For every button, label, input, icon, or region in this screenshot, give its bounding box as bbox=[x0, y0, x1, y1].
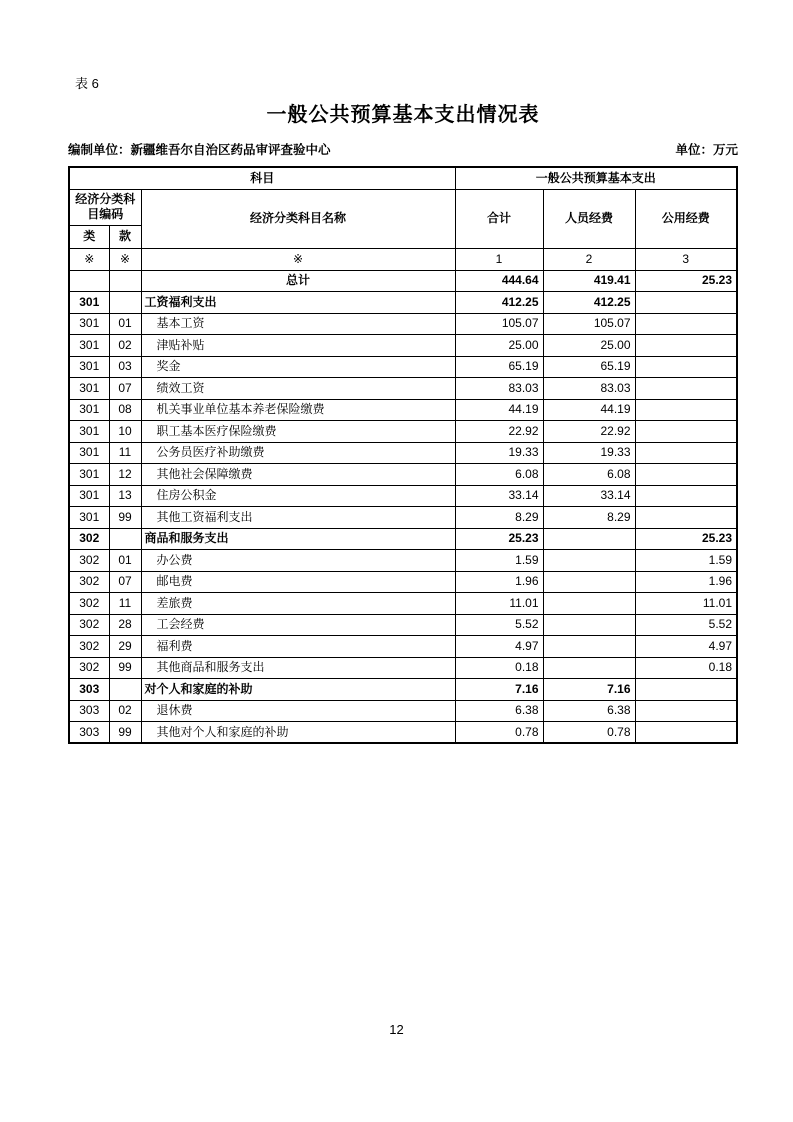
cell-total: 0.18 bbox=[455, 657, 543, 679]
cell-personnel: 83.03 bbox=[543, 378, 635, 400]
table-row bbox=[69, 722, 737, 744]
table-row bbox=[69, 507, 737, 529]
cell-public bbox=[635, 399, 737, 421]
cell-subject-name: 退休费 bbox=[141, 700, 455, 722]
table-row bbox=[69, 421, 737, 443]
cell-personnel: 25.00 bbox=[543, 335, 635, 357]
cell-section-code: 07 bbox=[109, 571, 141, 593]
header-budget-group: 一般公共预算基本支出 bbox=[455, 167, 737, 189]
cell-class-code: 301 bbox=[69, 356, 109, 378]
cell-class-code: 303 bbox=[69, 722, 109, 744]
marker-cell: 1 bbox=[455, 248, 543, 270]
cell-section-code: 12 bbox=[109, 464, 141, 486]
cell-subject-name: 绩效工资 bbox=[141, 378, 455, 400]
cell-personnel bbox=[543, 636, 635, 658]
marker-cell: 3 bbox=[635, 248, 737, 270]
budget-table bbox=[68, 166, 738, 744]
table-row bbox=[69, 356, 737, 378]
cell-class-code bbox=[69, 270, 109, 292]
header-total-col: 合计 bbox=[455, 189, 543, 248]
cell-subject-name: 其他社会保障缴费 bbox=[141, 464, 455, 486]
cell-section-code: 07 bbox=[109, 378, 141, 400]
cell-public: 11.01 bbox=[635, 593, 737, 615]
cell-public bbox=[635, 335, 737, 357]
cell-total: 6.38 bbox=[455, 700, 543, 722]
cell-section-code: 01 bbox=[109, 550, 141, 572]
cell-public: 1.59 bbox=[635, 550, 737, 572]
cell-total: 8.29 bbox=[455, 507, 543, 529]
unit-label: 单位：万元 bbox=[675, 143, 738, 157]
cell-subject-name: 津贴补贴 bbox=[141, 335, 455, 357]
marker-cell: ※ bbox=[109, 248, 141, 270]
cell-subject-name: 机关事业单位基本养老保险缴费 bbox=[141, 399, 455, 421]
cell-public bbox=[635, 313, 737, 335]
cell-total: 19.33 bbox=[455, 442, 543, 464]
cell-class-code: 301 bbox=[69, 464, 109, 486]
cell-public bbox=[635, 378, 737, 400]
cell-public bbox=[635, 722, 737, 744]
table-row bbox=[69, 399, 737, 421]
table-label: 表 6 bbox=[75, 76, 99, 91]
table-row bbox=[69, 636, 737, 658]
cell-subject-name: 工资福利支出 bbox=[141, 292, 455, 314]
marker-cell: ※ bbox=[141, 248, 455, 270]
cell-subject-name: 其他工资福利支出 bbox=[141, 507, 455, 529]
header-subject-group: 科目 bbox=[69, 167, 455, 189]
cell-section-code bbox=[109, 270, 141, 292]
cell-class-code: 301 bbox=[69, 378, 109, 400]
cell-class-code: 302 bbox=[69, 593, 109, 615]
cell-class-code: 302 bbox=[69, 636, 109, 658]
header-marker-row bbox=[69, 248, 737, 270]
cell-personnel: 7.16 bbox=[543, 679, 635, 701]
cell-total: 0.78 bbox=[455, 722, 543, 744]
cell-total: 1.59 bbox=[455, 550, 543, 572]
header-personnel-col: 人员经费 bbox=[543, 189, 635, 248]
cell-total: 444.64 bbox=[455, 270, 543, 292]
cell-public: 25.23 bbox=[635, 528, 737, 550]
table-row bbox=[69, 593, 737, 615]
cell-section-code: 11 bbox=[109, 442, 141, 464]
cell-class-code: 302 bbox=[69, 614, 109, 636]
cell-total: 412.25 bbox=[455, 292, 543, 314]
cell-total: 6.08 bbox=[455, 464, 543, 486]
cell-public: 5.52 bbox=[635, 614, 737, 636]
cell-personnel: 419.41 bbox=[543, 270, 635, 292]
cell-personnel: 33.14 bbox=[543, 485, 635, 507]
cell-personnel: 412.25 bbox=[543, 292, 635, 314]
cell-section-code: 11 bbox=[109, 593, 141, 615]
cell-subject-name: 差旅费 bbox=[141, 593, 455, 615]
document-content bbox=[68, 0, 738, 744]
header-main-row bbox=[69, 189, 737, 225]
marker-cell: 2 bbox=[543, 248, 635, 270]
table-row bbox=[69, 550, 737, 572]
table-row bbox=[69, 335, 737, 357]
cell-total: 1.96 bbox=[455, 571, 543, 593]
cell-total: 105.07 bbox=[455, 313, 543, 335]
cell-subject-name: 奖金 bbox=[141, 356, 455, 378]
cell-section-code: 29 bbox=[109, 636, 141, 658]
cell-personnel bbox=[543, 571, 635, 593]
page-title: 一般公共预算基本支出情况表 bbox=[266, 104, 540, 126]
table-row bbox=[69, 614, 737, 636]
cell-class-code: 301 bbox=[69, 507, 109, 529]
cell-public bbox=[635, 700, 737, 722]
table-row bbox=[69, 571, 737, 593]
cell-section-code: 08 bbox=[109, 399, 141, 421]
cell-total: 25.00 bbox=[455, 335, 543, 357]
cell-total: 65.19 bbox=[455, 356, 543, 378]
table-row bbox=[69, 464, 737, 486]
cell-class-code: 301 bbox=[69, 313, 109, 335]
cell-total: 44.19 bbox=[455, 399, 543, 421]
cell-section-code bbox=[109, 528, 141, 550]
cell-class-code: 302 bbox=[69, 571, 109, 593]
cell-subject-name: 福利费 bbox=[141, 636, 455, 658]
cell-subject-name: 办公费 bbox=[141, 550, 455, 572]
cell-public: 1.96 bbox=[635, 571, 737, 593]
cell-section-code: 99 bbox=[109, 722, 141, 744]
cell-personnel: 6.38 bbox=[543, 700, 635, 722]
cell-class-code: 301 bbox=[69, 421, 109, 443]
table-row bbox=[69, 700, 737, 722]
cell-section-code: 01 bbox=[109, 313, 141, 335]
cell-public bbox=[635, 679, 737, 701]
cell-total: 25.23 bbox=[455, 528, 543, 550]
cell-section-code: 10 bbox=[109, 421, 141, 443]
table-row bbox=[69, 485, 737, 507]
cell-public bbox=[635, 292, 737, 314]
cell-public bbox=[635, 421, 737, 443]
cell-class-code: 303 bbox=[69, 700, 109, 722]
cell-total: 5.52 bbox=[455, 614, 543, 636]
cell-subject-name: 职工基本医疗保险缴费 bbox=[141, 421, 455, 443]
cell-personnel bbox=[543, 657, 635, 679]
cell-class-code: 303 bbox=[69, 679, 109, 701]
cell-personnel: 65.19 bbox=[543, 356, 635, 378]
cell-total: 7.16 bbox=[455, 679, 543, 701]
cell-total: 11.01 bbox=[455, 593, 543, 615]
cell-subject-name: 工会经费 bbox=[141, 614, 455, 636]
cell-class-code: 302 bbox=[69, 550, 109, 572]
cell-subject-name: 商品和服务支出 bbox=[141, 528, 455, 550]
cell-class-code: 301 bbox=[69, 442, 109, 464]
cell-personnel bbox=[543, 528, 635, 550]
cell-class-code: 302 bbox=[69, 657, 109, 679]
cell-section-code bbox=[109, 679, 141, 701]
header-code-group: 经济分类科目编码 bbox=[69, 189, 141, 225]
table-row bbox=[69, 657, 737, 679]
cell-total: 33.14 bbox=[455, 485, 543, 507]
cell-section-code: 28 bbox=[109, 614, 141, 636]
cell-public: 4.97 bbox=[635, 636, 737, 658]
table-row bbox=[69, 270, 737, 292]
marker-cell: ※ bbox=[69, 248, 109, 270]
cell-public: 0.18 bbox=[635, 657, 737, 679]
cell-section-code bbox=[109, 292, 141, 314]
cell-personnel: 22.92 bbox=[543, 421, 635, 443]
cell-section-code: 99 bbox=[109, 507, 141, 529]
cell-section-code: 02 bbox=[109, 335, 141, 357]
prepared-by-label: 编制单位：新疆维吾尔自治区药品审评查验中心 bbox=[68, 143, 331, 157]
budget-table-body bbox=[69, 270, 737, 743]
cell-personnel: 44.19 bbox=[543, 399, 635, 421]
header-name-col: 经济分类科目名称 bbox=[141, 189, 455, 248]
header-class-col: 类 bbox=[69, 225, 109, 248]
cell-total: 4.97 bbox=[455, 636, 543, 658]
table-row bbox=[69, 378, 737, 400]
cell-class-code: 301 bbox=[69, 335, 109, 357]
cell-subject-name: 其他商品和服务支出 bbox=[141, 657, 455, 679]
cell-section-code: 13 bbox=[109, 485, 141, 507]
header-section-col: 款 bbox=[109, 225, 141, 248]
cell-subject-name: 基本工资 bbox=[141, 313, 455, 335]
cell-section-code: 02 bbox=[109, 700, 141, 722]
cell-class-code: 302 bbox=[69, 528, 109, 550]
cell-subject-name: 总计 bbox=[141, 270, 455, 292]
cell-personnel: 8.29 bbox=[543, 507, 635, 529]
cell-personnel: 19.33 bbox=[543, 442, 635, 464]
cell-total: 83.03 bbox=[455, 378, 543, 400]
cell-class-code: 301 bbox=[69, 485, 109, 507]
cell-subject-name: 邮电费 bbox=[141, 571, 455, 593]
cell-personnel: 0.78 bbox=[543, 722, 635, 744]
cell-public bbox=[635, 485, 737, 507]
cell-section-code: 99 bbox=[109, 657, 141, 679]
cell-subject-name: 其他对个人和家庭的补助 bbox=[141, 722, 455, 744]
meta-row bbox=[68, 143, 738, 158]
cell-class-code: 301 bbox=[69, 399, 109, 421]
cell-personnel: 105.07 bbox=[543, 313, 635, 335]
cell-class-code: 301 bbox=[69, 292, 109, 314]
cell-subject-name: 公务员医疗补助缴费 bbox=[141, 442, 455, 464]
cell-personnel: 6.08 bbox=[543, 464, 635, 486]
cell-public bbox=[635, 356, 737, 378]
header-public-col: 公用经费 bbox=[635, 189, 737, 248]
cell-public bbox=[635, 442, 737, 464]
header-group-row bbox=[69, 167, 737, 189]
page-number: 12 bbox=[389, 1022, 404, 1037]
table-row bbox=[69, 528, 737, 550]
cell-public: 25.23 bbox=[635, 270, 737, 292]
cell-public bbox=[635, 464, 737, 486]
cell-total: 22.92 bbox=[455, 421, 543, 443]
table-row bbox=[69, 442, 737, 464]
cell-personnel bbox=[543, 593, 635, 615]
cell-personnel bbox=[543, 550, 635, 572]
table-row bbox=[69, 679, 737, 701]
budget-table-header bbox=[69, 167, 737, 270]
table-row bbox=[69, 292, 737, 314]
table-row bbox=[69, 313, 737, 335]
cell-subject-name: 对个人和家庭的补助 bbox=[141, 679, 455, 701]
cell-public bbox=[635, 507, 737, 529]
cell-section-code: 03 bbox=[109, 356, 141, 378]
cell-subject-name: 住房公积金 bbox=[141, 485, 455, 507]
cell-personnel bbox=[543, 614, 635, 636]
